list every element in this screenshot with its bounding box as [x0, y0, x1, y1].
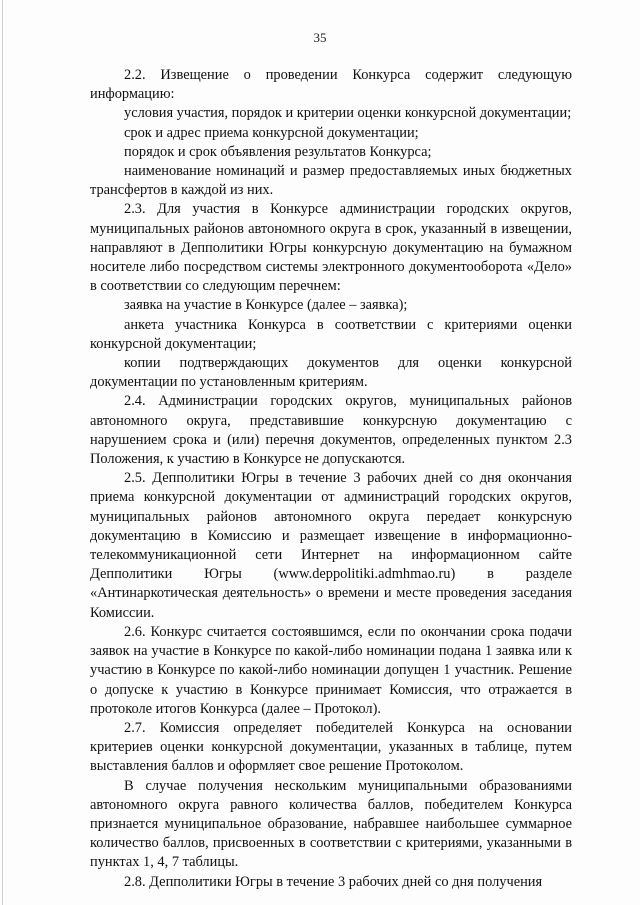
paragraph-tie-rule: В случае получения нескольким муниципальными образованиями автономного округа равного количества баллов, победителем Конкурса признается муниципальное образование, набравшее наибольшее суммарное количество баллов, присвоенных в соответствии с критериями, указанными в пунктах 1, 4, 7 таблицы. [90, 777, 572, 871]
list-item-deadline: срок и адрес приема конкурсной документации; [124, 124, 419, 141]
list-item-questionnaire: анкета участника Конкурса в соответствии с критериями оценки конкурсной документации; [90, 316, 572, 352]
paragraph-2-6: 2.6. Конкурс считается состоявшимся, если по окончании срока подачи заявок на участие в Конкурсе по какой-либо номинации подана 1 заявка или к участию в Конкурсе по какой-либо номинации допущен 1 участник. Решение о допуске к участию в Конкурсе принимает Комиссия, что отражается в протоколе итогов Конкурса (далее – Протокол). [90, 623, 572, 717]
list-item-application: заявка на участие в Конкурсе (далее – заявка); [124, 297, 408, 314]
document-body [90, 66, 572, 892]
paragraph-2-8: 2.8. Депполитики Югры в течение 3 рабочих дней со дня получения [124, 873, 543, 890]
paragraph-2-7: 2.7. Комиссия определяет победителей Конкурса на основании критериев оценки конкурсной документации, указанных в таблице, путем выставления баллов и оформляет свое решение Протоколом. [90, 719, 572, 775]
list-item-nominations: наименование номинаций и размер предоставляемых иных бюджетных трансфертов в каждой из них. [90, 163, 572, 199]
paragraph-2-2: 2.2. Извещение о проведении Конкурса содержит следующую информацию: [90, 67, 572, 103]
list-item-results: порядок и срок объявления результатов Конкурса; [124, 143, 432, 160]
paragraph-2-5: 2.5. Депполитики Югры в течение 3 рабочих дней со дня окончания приема конкурсной документации от администраций городских округов, муниципальных районов автономного округа передает конкурсную документацию в Комиссию и размещает извещение в информационно-телекоммуникационной сети Интернет на информационном сайте Депполитики Югры (www.deppolitiki.admhmao.ru) в разделе «Антинаркотическая деятельность» о времени и месте проведения заседания Комиссии. [90, 470, 572, 621]
page-edge [2, 0, 3, 905]
list-item-conditions: условия участия, порядок и критерии оценки конкурсной документации; [124, 105, 572, 122]
list-item-copies: копии подтверждающих документов для оценки конкурсной документации по установленным критериям. [90, 355, 572, 391]
page-number: 35 [313, 30, 327, 45]
paragraph-2-3: 2.3. Для участия в Конкурсе администрации городских округов, муниципальных районов автономного округа в срок, указанный в извещении, направляют в Депполитики Югры конкурсную документацию на бумажном носителе либо посредством системы электронного документооборота «Дело» в соответствии со следующим перечнем: [90, 201, 572, 295]
paragraph-2-4: 2.4. Администрации городских округов, муниципальных районов автономного округа, представившие конкурсную документацию с нарушением срока и (или) перечня документов, определенных пунктом 2.3 Положения, к участию в Конкурсе не допускаются. [90, 393, 572, 468]
